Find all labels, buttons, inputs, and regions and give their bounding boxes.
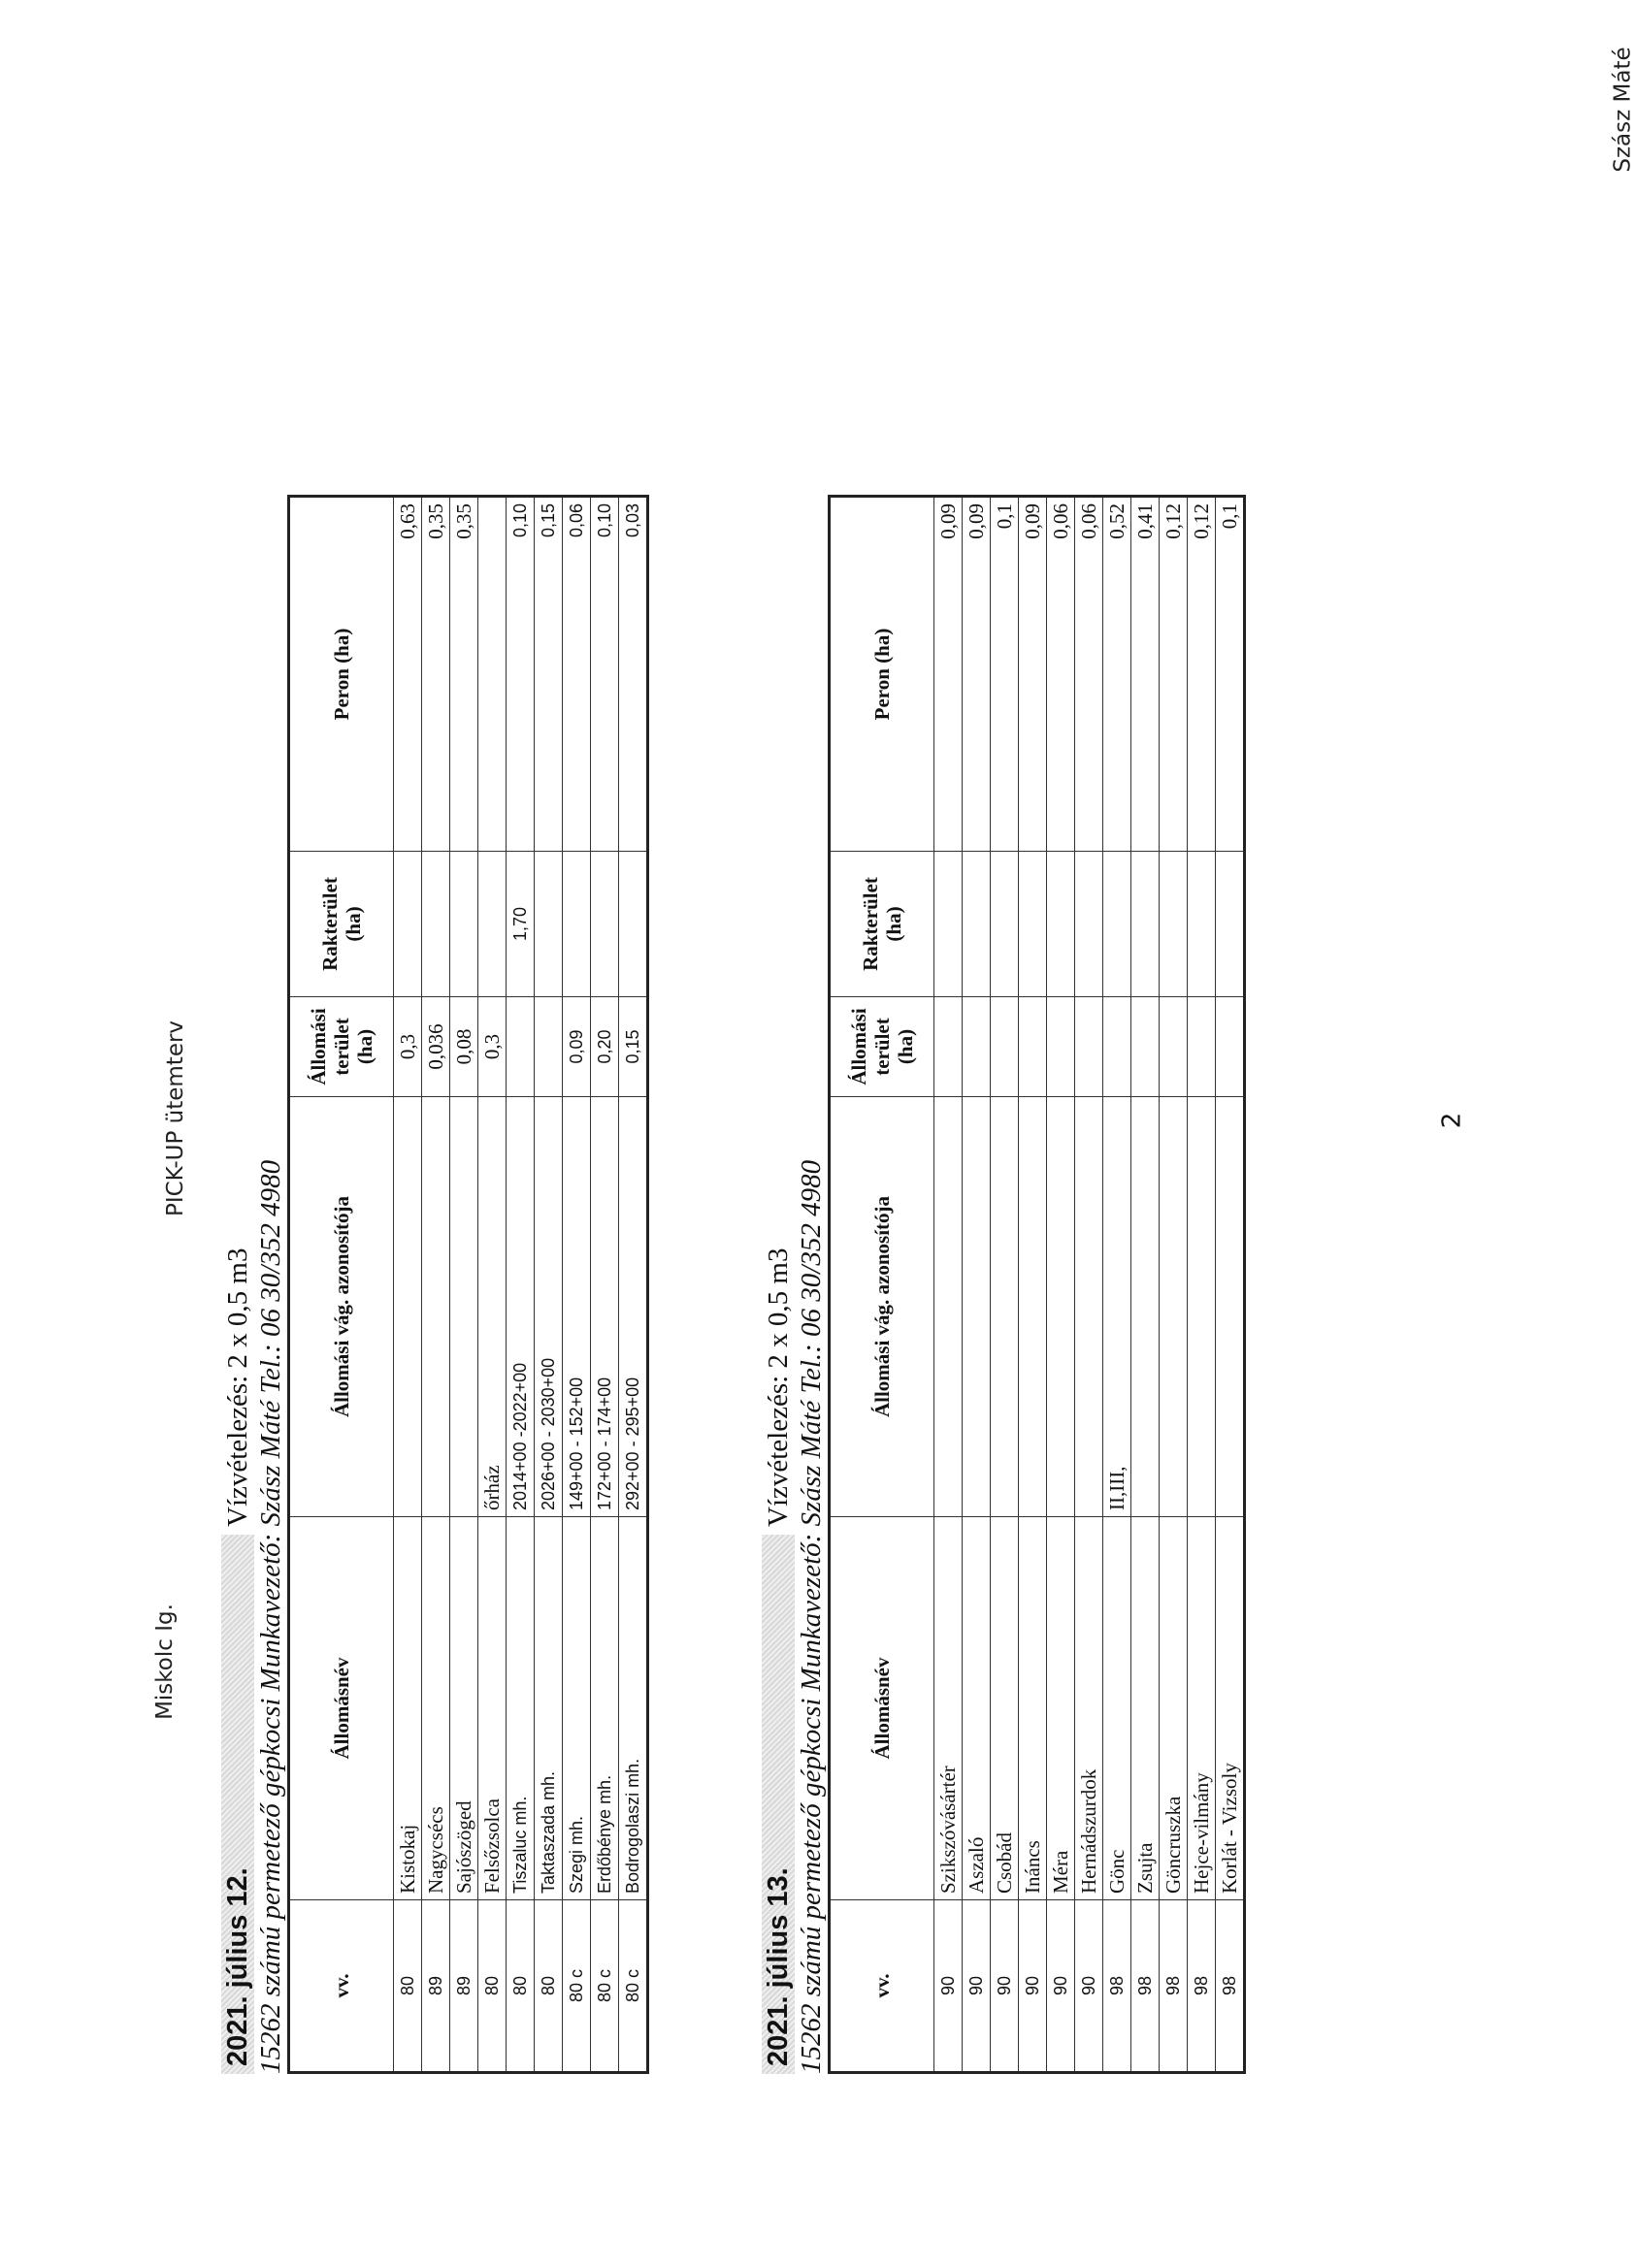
cell-platform: 0,52 xyxy=(1103,497,1131,852)
section-date: 2021. július 13. xyxy=(762,1535,795,2074)
cell-station: Szikszóvásártér xyxy=(934,1517,963,1900)
cell-track: 149+00 - 152+00 xyxy=(563,1097,591,1517)
cell-station: Aszaló xyxy=(963,1517,991,1900)
cell-track xyxy=(1019,1097,1047,1517)
water-intake: Vízvételezés: 2 x 0,5 m3 xyxy=(222,1247,253,1527)
cell-platform: 0,06 xyxy=(563,497,591,852)
page-number: 2 xyxy=(1437,1112,1467,1129)
cell-storage-area xyxy=(422,852,450,997)
table-row xyxy=(1047,497,1075,2073)
cell-station-area xyxy=(1188,997,1216,1097)
table-row xyxy=(507,497,535,2073)
cell-station: Kistokaj xyxy=(394,1517,422,1900)
cell-platform: 0,35 xyxy=(450,497,478,852)
cell-station: Szegi mh. xyxy=(563,1517,591,1900)
cell-station-area xyxy=(991,997,1019,1097)
cell-storage-area xyxy=(450,852,478,997)
cell-vv: 80 xyxy=(535,1900,563,2073)
cell-track xyxy=(1131,1097,1160,1517)
cell-storage-area xyxy=(535,852,563,997)
schedule-table xyxy=(287,495,649,2074)
schedule-table xyxy=(828,495,1246,2074)
cell-station-area xyxy=(535,997,563,1097)
cell-storage-area xyxy=(934,852,963,997)
cell-storage-area xyxy=(991,852,1019,997)
cell-storage-area xyxy=(1075,852,1103,997)
cell-platform: 0,10 xyxy=(591,497,619,852)
cell-station: Göncruszka xyxy=(1160,1517,1188,1900)
table-row xyxy=(1131,497,1160,2073)
table-row xyxy=(422,497,450,2073)
cell-storage-area xyxy=(1188,852,1216,997)
cell-vv: 80 c xyxy=(591,1900,619,2073)
section-1 xyxy=(221,444,649,2074)
cell-track xyxy=(1160,1097,1188,1517)
cell-station: Taktaszada mh. xyxy=(535,1517,563,1900)
cell-track xyxy=(1047,1097,1075,1517)
cell-vv: 89 xyxy=(422,1900,450,2073)
cell-platform: 0,09 xyxy=(1019,497,1047,852)
cell-platform: 0,03 xyxy=(619,497,648,852)
col-station: Állomásnév xyxy=(830,1517,934,1900)
cell-vv: 80 c xyxy=(619,1900,648,2073)
cell-vv: 98 xyxy=(1188,1900,1216,2073)
col-station: Állomásnév xyxy=(289,1517,394,1900)
section-date: 2021. július 12. xyxy=(221,1535,254,2074)
cell-station-area xyxy=(963,997,991,1097)
header-right: Szász Máté xyxy=(1610,47,1636,173)
cell-track xyxy=(991,1097,1019,1517)
cell-vv: 90 xyxy=(963,1900,991,2073)
cell-vv: 98 xyxy=(1216,1900,1245,2073)
table-row xyxy=(1103,497,1131,2073)
contractor-line: 15262 számú permetező gépkocsi Munkavezető: Szász Máté Tel.: 06 30/352 4980 xyxy=(255,1159,286,2074)
cell-station-area: 0,3 xyxy=(478,997,507,1097)
cell-station-area: 0,3 xyxy=(394,997,422,1097)
cell-track xyxy=(1216,1097,1245,1517)
cell-track xyxy=(394,1097,422,1517)
cell-vv: 80 xyxy=(507,1900,535,2073)
cell-track: 2026+00 - 2030+00 xyxy=(535,1097,563,1517)
cell-station: Zsujta xyxy=(1131,1517,1160,1900)
table-row xyxy=(450,497,478,2073)
table-row xyxy=(1019,497,1047,2073)
table-row xyxy=(1216,497,1245,2073)
cell-storage-area: 1,70 xyxy=(507,852,535,997)
cell-station: Erdőbénye mh. xyxy=(591,1517,619,1900)
cell-storage-area xyxy=(478,852,507,997)
cell-station-area xyxy=(1160,997,1188,1097)
water-intake: Vízvételezés: 2 x 0,5 m3 xyxy=(763,1247,794,1527)
cell-platform: 0,63 xyxy=(394,497,422,852)
cell-vv: 80 xyxy=(394,1900,422,2073)
cell-station: Bodrogolaszi mh. xyxy=(619,1517,648,1900)
cell-station-area: 0,15 xyxy=(619,997,648,1097)
col-station-area: Állomási terület (ha) xyxy=(830,997,934,1097)
cell-platform: 0,1 xyxy=(991,497,1019,852)
cell-vv: 98 xyxy=(1131,1900,1160,2073)
cell-storage-area xyxy=(1216,852,1245,997)
cell-vv: 90 xyxy=(991,1900,1019,2073)
cell-station: Sajószöged xyxy=(450,1517,478,1900)
table-row xyxy=(963,497,991,2073)
cell-station-area: 0,20 xyxy=(591,997,619,1097)
cell-platform: 0,06 xyxy=(1047,497,1075,852)
cell-station: Hejce-vilmány xyxy=(1188,1517,1216,1900)
cell-storage-area xyxy=(1131,852,1160,997)
cell-platform: 0,10 xyxy=(507,497,535,852)
cell-station: Felsőzsolca xyxy=(478,1517,507,1900)
cell-station: Méra xyxy=(1047,1517,1075,1900)
cell-platform: 0,09 xyxy=(963,497,991,852)
cell-station-area xyxy=(1103,997,1131,1097)
cell-storage-area xyxy=(563,852,591,997)
cell-vv: 98 xyxy=(1160,1900,1188,2073)
cell-storage-area xyxy=(1047,852,1075,997)
cell-vv: 80 c xyxy=(563,1900,591,2073)
cell-track: 172+00 - 174+00 xyxy=(591,1097,619,1517)
col-track: Állomási vág. azonosítója xyxy=(289,1097,394,1517)
cell-vv: 80 xyxy=(478,1900,507,2073)
cell-station: Hernádszurdok xyxy=(1075,1517,1103,1900)
table-row xyxy=(394,497,422,2073)
col-storage-area: Rakterület (ha) xyxy=(289,852,394,997)
table-row xyxy=(1075,497,1103,2073)
cell-station-area xyxy=(1019,997,1047,1097)
col-platform: Peron (ha) xyxy=(289,497,394,852)
col-track: Állomási vág. azonosítója xyxy=(830,1097,934,1517)
cell-platform: 0,12 xyxy=(1160,497,1188,852)
table-row xyxy=(591,497,619,2073)
col-platform: Peron (ha) xyxy=(830,497,934,852)
cell-storage-area xyxy=(619,852,648,997)
cell-track: II,III, xyxy=(1103,1097,1131,1517)
col-vv: vv. xyxy=(289,1900,394,2073)
cell-track xyxy=(934,1097,963,1517)
cell-track: őrház xyxy=(478,1097,507,1517)
cell-platform: 0,06 xyxy=(1075,497,1103,852)
cell-track: 2014+00 -2022+00 xyxy=(507,1097,535,1517)
cell-station: Nagycsécs xyxy=(422,1517,450,1900)
cell-station: Tiszaluc mh. xyxy=(507,1517,535,1900)
cell-vv: 89 xyxy=(450,1900,478,2073)
cell-station: Csobád xyxy=(991,1517,1019,1900)
table-row xyxy=(478,497,507,2073)
table-row xyxy=(563,497,591,2073)
cell-storage-area xyxy=(1160,852,1188,997)
cell-station-area xyxy=(1131,997,1160,1097)
cell-storage-area xyxy=(1103,852,1131,997)
cell-station-area xyxy=(1047,997,1075,1097)
col-storage-area: Rakterület (ha) xyxy=(830,852,934,997)
cell-storage-area xyxy=(591,852,619,997)
cell-platform: 0,1 xyxy=(1216,497,1245,852)
table-row xyxy=(934,497,963,2073)
cell-platform: 0,15 xyxy=(535,497,563,852)
col-vv: vv. xyxy=(830,1900,934,2073)
cell-vv: 90 xyxy=(1075,1900,1103,2073)
cell-track xyxy=(1188,1097,1216,1517)
table-row xyxy=(1160,497,1188,2073)
cell-station-area xyxy=(934,997,963,1097)
cell-track xyxy=(422,1097,450,1517)
cell-platform: 0,09 xyxy=(934,497,963,852)
cell-station-area xyxy=(1216,997,1245,1097)
header-left: Miskolc Ig. xyxy=(151,1604,178,1720)
cell-station-area: 0,036 xyxy=(422,997,450,1097)
cell-station-area: 0,09 xyxy=(563,997,591,1097)
cell-platform xyxy=(478,497,507,852)
cell-station-area xyxy=(1075,997,1103,1097)
table-row xyxy=(619,497,648,2073)
cell-vv: 98 xyxy=(1103,1900,1131,2073)
cell-storage-area xyxy=(394,852,422,997)
cell-storage-area xyxy=(1019,852,1047,997)
cell-track xyxy=(1075,1097,1103,1517)
table-row xyxy=(1188,497,1216,2073)
table-row xyxy=(535,497,563,2073)
cell-platform: 0,35 xyxy=(422,497,450,852)
cell-platform: 0,41 xyxy=(1131,497,1160,852)
col-station-area: Állomási terület (ha) xyxy=(289,997,394,1097)
cell-station: Korlát - Vizsoly xyxy=(1216,1517,1245,1900)
cell-track xyxy=(963,1097,991,1517)
cell-station: Ináncs xyxy=(1019,1517,1047,1900)
cell-station-area xyxy=(507,997,535,1097)
contractor-line: 15262 számú permetező gépkocsi Munkavezető: Szász Máté Tel.: 06 30/352 4980 xyxy=(796,1159,827,2074)
cell-platform: 0,12 xyxy=(1188,497,1216,852)
cell-track: 292+00 - 295+00 xyxy=(619,1097,648,1517)
cell-storage-area xyxy=(963,852,991,997)
cell-vv: 90 xyxy=(1019,1900,1047,2073)
header-center: PICK-UP ütemterv xyxy=(163,1020,189,1217)
cell-vv: 90 xyxy=(934,1900,963,2073)
table-row xyxy=(991,497,1019,2073)
cell-station: Gönc xyxy=(1103,1517,1131,1900)
cell-station-area: 0,08 xyxy=(450,997,478,1097)
cell-vv: 90 xyxy=(1047,1900,1075,2073)
cell-track xyxy=(450,1097,478,1517)
section-2 xyxy=(762,444,1246,2074)
